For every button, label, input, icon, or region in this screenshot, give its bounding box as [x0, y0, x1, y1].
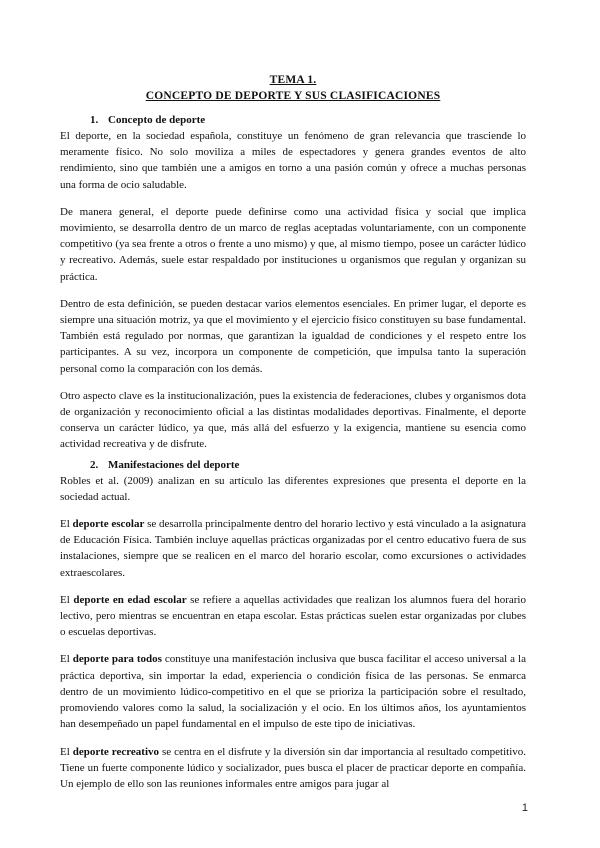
- item-term: deporte para todos: [72, 653, 162, 666]
- section2-item-deporte-escolar: [60, 516, 526, 581]
- item-text: se centra en el disfrute y la diversión sin dar importancia al resultado competitivo. Tiene un fuerte componente lúdico y socializador, pues busca el placer de practicar deporte en compañía. Un ejemplo de ello son las reuniones informales entre amigos para jugar al: [60, 745, 527, 790]
- item-prefix: El: [60, 745, 73, 758]
- section1-heading-text: Concepto de deporte: [108, 114, 206, 126]
- section2-item-deporte-edad-escolar: [60, 592, 526, 641]
- item-term: deporte recreativo: [72, 745, 160, 758]
- page-content: [60, 72, 526, 803]
- item-text: se refiere a aquellas actividades que realizan los alumnos fuera del horario lectivo, pero mientras se encuentran en etapa escolar. Estas prácticas suelen estar organizadas por clubes o escuelas deportivas.: [60, 593, 526, 639]
- section1-paragraph-4: Otro aspecto clave es la institucionalización, pues la existencia de federaciones, clubes y organismos dota de organización y reconocimiento oficial a las distintas modalidades deportivas. Finalmente, el deporte conserva un carácter lúdico, ya que, más allá del esfuerzo y la exigencia, mantiene su esencia como actividad recreativa y de disfrute.: [60, 389, 526, 451]
- section1-paragraph-2: De manera general, el deporte puede definirse como una actividad física y social que implica movimiento, se desarrolla dentro de un marco de reglas aceptadas voluntariamente, con un componente competitivo (ya sea frente a otros o frente a uno mismo) y que, al mismo tiempo, posee un carácter lúdico y recreativo. Además, suele estar respaldado por instituciones u organismos que regulan y organizan su práctica.: [60, 205, 526, 283]
- section1-heading: [60, 112, 526, 128]
- document-title-line1: TEMA 1.: [269, 74, 317, 86]
- item-prefix: El: [60, 653, 73, 666]
- item-prefix: El: [60, 518, 73, 531]
- section1-paragraph-1: El deporte, en la sociedad española, constituye un fenómeno de gran relevancia que trasciende lo meramente físico. No solo moviliza a miles de espectadores y genera grandes eventos de alto rendimiento, sino que también une a amigos en torno a una pasión común y ofrece a muchas personas una forma de ocio saludable.: [60, 130, 526, 191]
- section1-paragraph-3: Dentro de esta definición, se pueden destacar varios elementos esenciales. En primer lugar, el deporte es siempre una situación motriz, ya que el movimiento y el ejercicio físico constituyen su base fundamental. También está regulado por normas, que garantizan la igualdad de condiciones y el respeto entre los participantes. A su vez, incorpora un componente de competición, que impulsa tanto la superación personal como la comparación con los demás.: [60, 297, 526, 375]
- section2-number: 2.: [90, 458, 99, 471]
- item-term: deporte en edad escolar: [73, 593, 187, 606]
- section1-number: 1.: [90, 114, 99, 126]
- section2-heading: [60, 457, 526, 473]
- section2-item-deporte-recreativo: [60, 744, 526, 793]
- item-term: deporte escolar: [72, 518, 145, 531]
- item-text: se desarrolla principalmente dentro del horario lectivo y está vinculado a la asignatura de Educación Física. También incluye aquellas prácticas organizadas por el centro educativo fuera de sus instalaciones, siempre que se realicen en el marco del horario escolar, como excursiones o actividades extraescolares.: [60, 518, 526, 579]
- item-prefix: El: [60, 593, 74, 606]
- section2-heading-text: Manifestaciones del deporte: [108, 458, 240, 471]
- item-text: constituye una manifestación inclusiva que busca facilitar el acceso universal a la práctica deportiva, sin importar la edad, experiencia o condición física de las personas. Se enmarca dentro de un movimiento lúdico-competitivo en el que se prioriza la participación sobre el resultado, promoviendo valores como la salud, la socialización y el ocio. En los últimos años, los ayuntamientos han desempeñado un papel fundamental en el impulso de este tipo de iniciativas.: [60, 653, 526, 731]
- section2-intro: Robles et al. (2009) analizan en su artículo las diferentes expresiones que presenta el deporte en la sociedad actual.: [60, 474, 526, 503]
- section2-item-deporte-para-todos: [60, 651, 526, 732]
- document-title-line2: CONCEPTO DE DEPORTE Y SUS CLASIFICACIONES: [145, 90, 441, 102]
- page-number: 1: [521, 802, 528, 814]
